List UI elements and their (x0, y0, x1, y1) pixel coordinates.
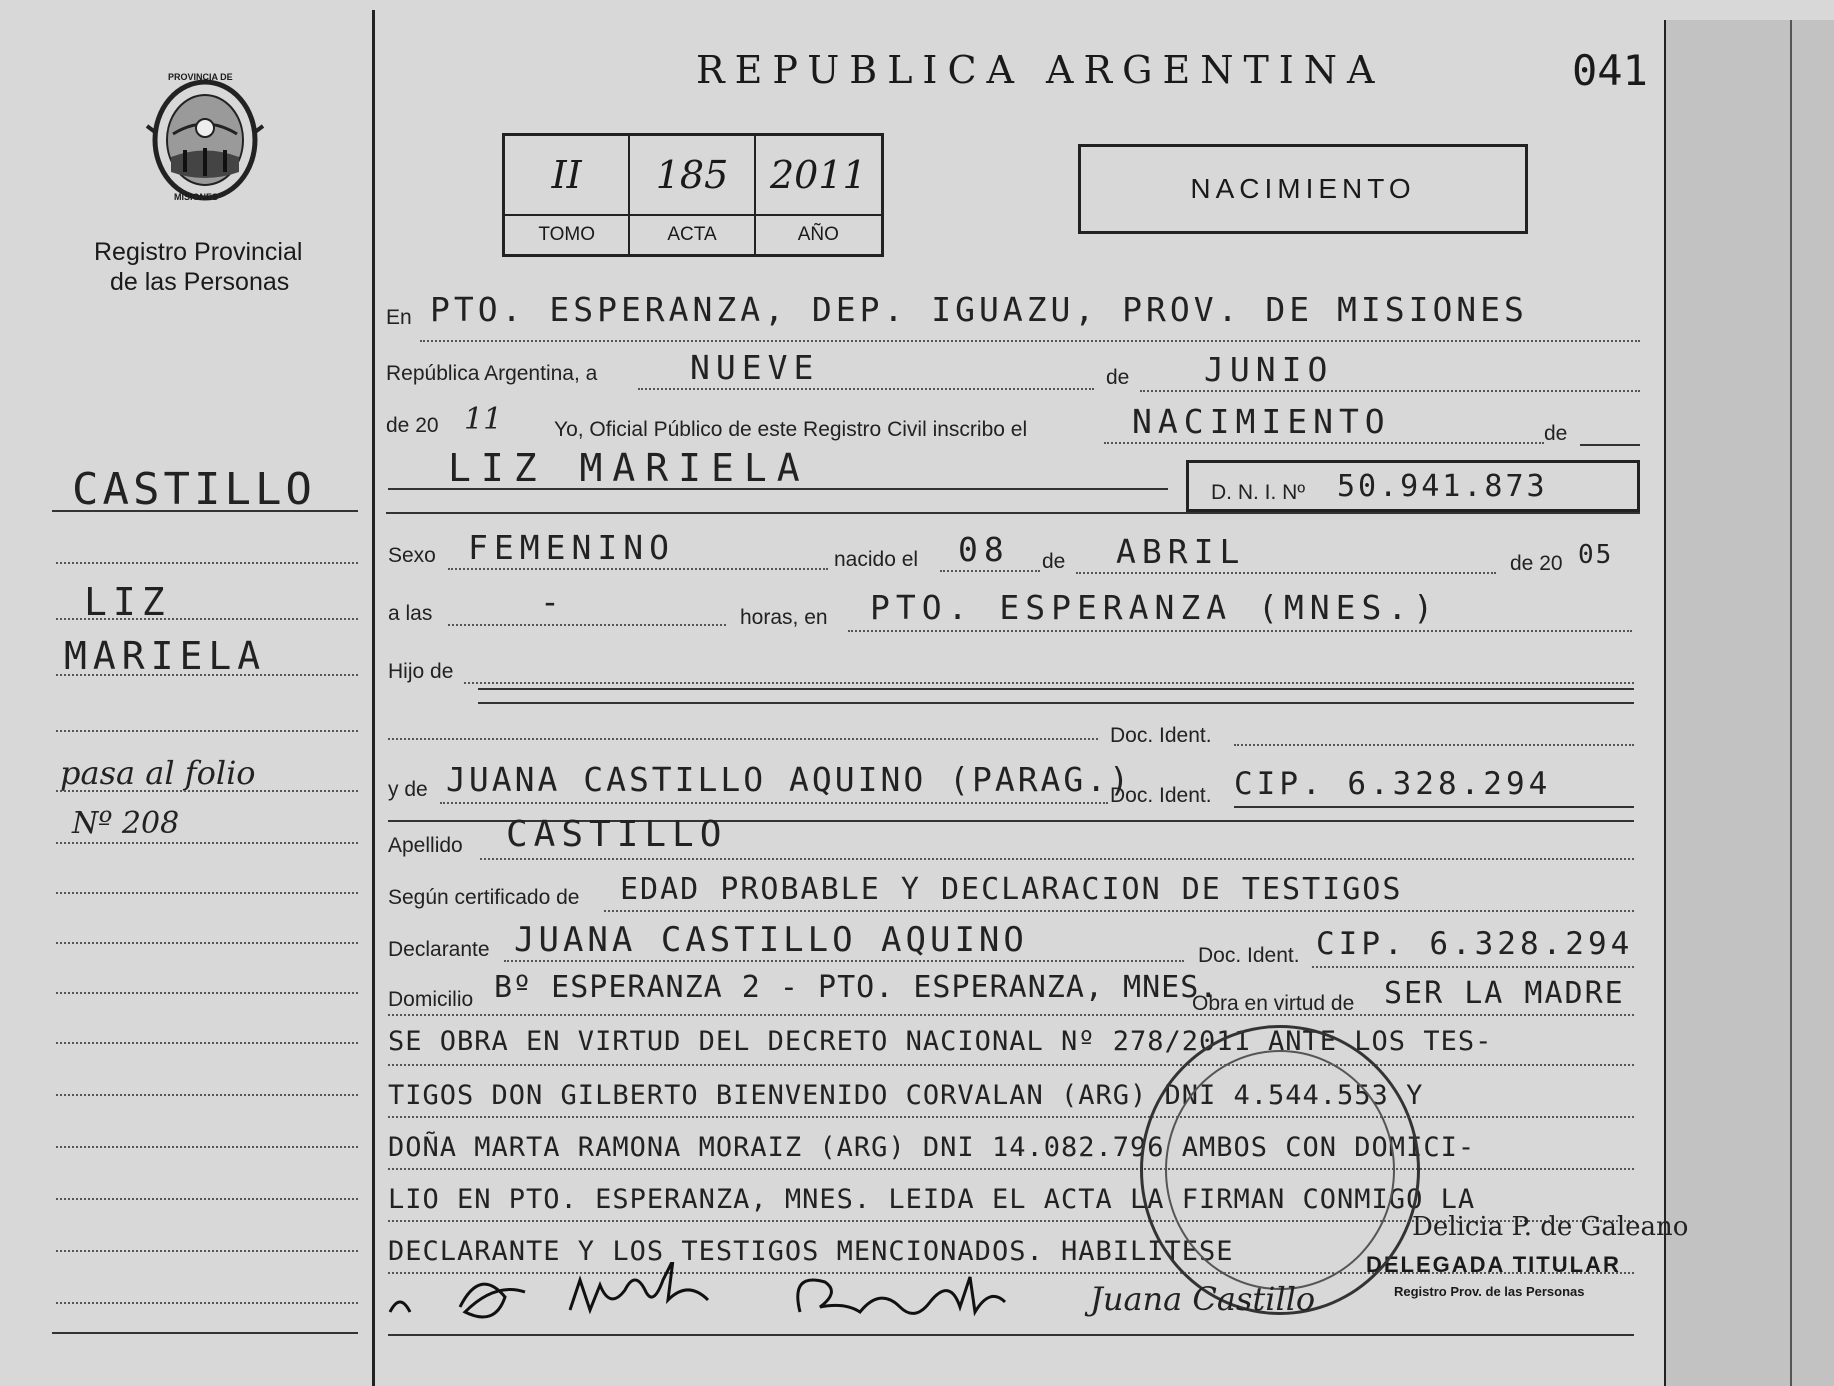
yde-label: y de (388, 778, 428, 801)
republica-label: República Argentina, a (386, 362, 598, 385)
registry-name-line2: de las Personas (110, 268, 290, 296)
certificado-value: EDAD PROBABLE Y DECLARACION DE TESTIGOS (620, 872, 1403, 907)
margin-line (56, 674, 358, 676)
apellido-value: CASTILLO (506, 814, 728, 855)
mother-doc-value: CIP. 6.328.294 (1234, 766, 1552, 802)
margin-given2: MARIELA (64, 634, 267, 678)
form-line (1104, 442, 1544, 444)
doc-ident-label: Doc. Ident. (1110, 724, 1212, 747)
anio-value: 2011 (756, 136, 881, 216)
form-line (386, 512, 1640, 514)
alas-label: a las (388, 602, 433, 625)
seal-text-top: PROVINCIA DE (168, 72, 233, 82)
notes-line-4: LIO EN PTO. ESPERANZA, MNES. LEIDA EL ACTA LA FIRMAN CONMIGO LA (388, 1184, 1476, 1215)
notes-line-1: SE OBRA EN VIRTUD DEL DECRETO NACIONAL Nº 278/2011 ANTE LOS TES- (388, 1026, 1493, 1057)
de-label-3: de (1042, 550, 1066, 573)
horas-label: horas, en (740, 606, 828, 629)
year-prefix-label: de 20 (386, 414, 439, 437)
declarante-label: Declarante (388, 938, 490, 961)
acta-label: ACTA (630, 216, 755, 254)
form-line (1234, 744, 1634, 746)
birth-place-value: PTO. ESPERANZA (MNES.) (870, 588, 1440, 627)
doc-ident-label-2: Doc. Ident. (1110, 784, 1212, 807)
official-title: DELEGADA TITULAR (1366, 1252, 1621, 1277)
form-line (1076, 572, 1496, 574)
form-line (388, 1168, 1634, 1170)
day-words-value: NUEVE (690, 348, 820, 387)
declarant-signature: Juana Castillo (1090, 1280, 1316, 1318)
obra-value: SER LA MADRE (1384, 976, 1625, 1011)
form-line (388, 1064, 1634, 1066)
nacido-label: nacido el (834, 548, 919, 571)
form-line (1140, 390, 1640, 392)
notes-line-5: DECLARANTE Y LOS TESTIGOS MENCIONADOS. HABILITESE (388, 1236, 1234, 1267)
apellido-label: Apellido (388, 834, 463, 857)
hour-value: - (540, 582, 566, 621)
form-line (420, 340, 1640, 342)
form-line (388, 488, 1168, 490)
margin-line (56, 1198, 358, 1200)
record-reference-table (502, 133, 884, 257)
page-title: REPUBLICA ARGENTINA (696, 48, 1385, 92)
doc-ident-label-3: Doc. Ident. (1198, 944, 1300, 967)
margin-line (56, 1302, 358, 1304)
birth-year-suffix-value: 05 (1578, 540, 1614, 570)
de-label-2: de (1544, 422, 1568, 445)
de-label: de (1106, 366, 1130, 389)
year-suffix-value: 11 (464, 402, 503, 437)
form-line (440, 802, 1108, 804)
month-value: JUNIO (1204, 350, 1334, 389)
record-type: NACIMIENTO (1190, 173, 1416, 204)
acta-value: 185 (630, 136, 755, 216)
form-line (848, 630, 1632, 632)
form-line (1234, 806, 1634, 808)
form-line (504, 960, 1184, 962)
adjacent-page-edge (1664, 20, 1834, 1386)
folio-number: 041 (1572, 46, 1648, 95)
form-line (478, 688, 1634, 690)
official-org: Registro Prov. de las Personas (1394, 1284, 1585, 1299)
declarante-doc-value: CIP. 6.328.294 (1316, 926, 1634, 962)
notes-line-3: DOÑA MARTA RAMONA MORAIZ (ARG) DNI 14.082.796 AMBOS CON DOMICI- (388, 1132, 1476, 1163)
misiones-coat-of-arms-icon (145, 72, 265, 210)
margin-divider (372, 10, 375, 1386)
act-type-value: NACIMIENTO (1132, 402, 1391, 441)
mother-value: JUANA CASTILLO AQUINO (PARAG.) (446, 760, 1133, 799)
de20-label: de 20 (1510, 552, 1563, 575)
seal-text-bottom: MISIONES (174, 192, 219, 202)
margin-line (56, 790, 358, 792)
official-name: Delicia P. de Galeano (1412, 1212, 1689, 1242)
domicilio-label: Domicilio (388, 988, 474, 1011)
declarante-value: JUANA CASTILLO AQUINO (514, 920, 1028, 960)
form-line (388, 1116, 1634, 1118)
place-value: PTO. ESPERANZA, DEP. IGUAZU, PROV. DE MISIONES (430, 290, 1528, 329)
margin-surname: CASTILLO (72, 464, 316, 515)
form-line (448, 624, 726, 626)
margin-note2: Nº 208 (72, 806, 180, 841)
form-line (388, 738, 1098, 740)
inscribo-label: Yo, Oficial Público de este Registro Civil inscribo el (554, 418, 1028, 441)
margin-line (56, 618, 358, 620)
form-line (940, 570, 1040, 572)
form-line (604, 910, 1634, 912)
margin-line (56, 562, 358, 564)
margin-line (56, 1042, 358, 1044)
dni-box (1186, 460, 1640, 512)
margin-line (56, 1094, 358, 1096)
form-line (638, 388, 1094, 390)
margin-line (52, 1332, 358, 1334)
sexo-value: FEMENINO (468, 528, 675, 567)
margin-note1: pasa al folio (60, 754, 256, 792)
segun-label: Según certificado de (388, 886, 580, 909)
form-line (478, 702, 1634, 704)
record-type-box (1078, 144, 1528, 234)
form-line (464, 682, 1634, 684)
dni-value: 50.941.873 (1337, 469, 1548, 504)
margin-line (56, 992, 358, 994)
form-line (1580, 444, 1640, 446)
margin-line (56, 730, 358, 732)
tomo-label: TOMO (505, 216, 630, 254)
notes-line-2: TIGOS DON GILBERTO BIENVENIDO CORVALAN (ARG) DNI 4.544.553 Y (388, 1080, 1424, 1111)
child-name-value: LIZ MARIELA (448, 446, 810, 490)
margin-line (56, 1146, 358, 1148)
form-line (1312, 966, 1634, 968)
margin-line (56, 892, 358, 894)
anio-label: AÑO (797, 224, 839, 245)
margin-line (56, 1250, 358, 1252)
birth-day-value: 08 (958, 530, 1010, 569)
hijo-label: Hijo de (388, 660, 454, 683)
domicilio-value: Bº ESPERANZA 2 - PTO. ESPERANZA, MNES. (494, 970, 1219, 1005)
tomo-value: II (505, 136, 630, 216)
sexo-label: Sexo (388, 544, 436, 567)
form-line (448, 568, 828, 570)
dni-label: D. N. I. Nº (1211, 481, 1306, 504)
margin-line (56, 842, 358, 844)
form-line (388, 1334, 1634, 1336)
form-line (388, 1014, 1634, 1016)
obra-label: Obra en virtud de (1192, 992, 1355, 1015)
margin-given1: LIZ (84, 580, 171, 624)
birth-month-value: ABRIL (1116, 532, 1246, 571)
form-line (480, 858, 1634, 860)
en-label: En (386, 306, 412, 329)
margin-line (56, 942, 358, 944)
margin-line (52, 510, 358, 512)
registry-name-line1: Registro Provincial (94, 238, 303, 266)
